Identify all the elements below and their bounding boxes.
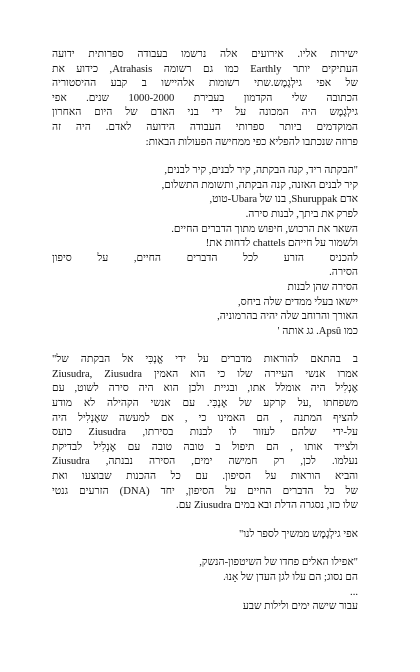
text-line: שלו כזו, נסגרה הדלת ובא במים Ziusudra עם. [176, 500, 358, 512]
text-line: ב בהתאם להוראות מדברים על ידי אֱנְכִּי אל הבקתה של" [52, 354, 358, 366]
text-line: של אפי גילְגָמֶש.שתי רשומות אלהיישו ב קבע ההיסטוריה [52, 78, 358, 90]
quote-line: הסירה שהן לבנות [287, 281, 358, 293]
text-line: אפי גילְגָמֶש ממשיך לספר לנו" [239, 528, 358, 540]
paragraph-continues [52, 528, 358, 543]
text-line: והביא הוראות על הסיפון. עם כל ההכנות שבוצעו ואת [52, 471, 358, 483]
text-line: ולצייד אותו , הם תיפול ב טובה טובה עם אֶנְלִיל לבדיקת [52, 441, 358, 453]
text-line: גילְגָמֶש היה המכונה על ידי בני האדם של היום האחרון [52, 107, 358, 119]
paragraph-gap [52, 542, 358, 556]
quote-line: אדם Shuruppak, בנו של Ubara-טוט, [209, 194, 358, 206]
quote-line: כמו Apsû. גג אותה ' [277, 325, 358, 337]
quote-epic-2 [52, 556, 358, 614]
quote-line: להכניס הזרע לכל הדברים החיים, על סיפון [52, 252, 358, 264]
quote-line: ולשמור על חייהם chattels לדחות את! [205, 238, 358, 250]
text-line: אֶנְלִיל היה אומלל אתו, ובגיית ולכן הוא היה סירה לשוט, עם [52, 383, 358, 395]
quote-line: עבור שישה ימים ולילות שבע [242, 601, 358, 613]
text-line: על-ידי שלהם לעזור לו לבנות בסירתו, Ziusudra כועס [52, 427, 358, 439]
paragraph-intro [52, 48, 358, 150]
text-line: משפחתו ,על קרקע של אֶנְכִּי. עם אנשי הקהילה לא מודע [52, 398, 358, 410]
paragraph-ziusudra [52, 353, 358, 514]
paragraph-gap [52, 514, 358, 528]
quote-line: לפרק את ביתך, לבנות סירה. [245, 208, 358, 220]
text-line: העתיקים יותר Earthly כמו גם רשומה Atrahasis, כידוע את [52, 63, 358, 75]
paragraph-gap [52, 339, 358, 353]
quote-line: השאר את הרכוש, חיפוש מתוך הדברים החיים. [171, 223, 358, 235]
text-line: הכתובה שלי הקדמון בעבירת 1000-2000 שנים. אפי [52, 92, 358, 104]
text-line: אמרו אנשי העיירה שלו כי הוא האמין Ziusudra, Ziusudra [52, 368, 358, 380]
text-line: להציף המתנה , הם האמינו כי , אם למעשה שאֶנְלִיל היה [52, 412, 358, 424]
quote-line: קיר לבנים האזנה, קנה הבקתה, ותשומת התשלום, [161, 179, 358, 191]
ellipsis-line: ... [350, 586, 358, 598]
quote-line: "אפילו האלים פחדו של השיטפון-הנשק, [199, 557, 358, 569]
text-line: ישירות אליו. אירועים אלה נרשמו בעבודה ספרותית ידועה [52, 49, 358, 60]
quote-line: הם נסוג; הם עלו לגן העדן של אָנוּ. [223, 572, 358, 583]
quote-line: יישאו בעלי ממדים שלה ביחס, [238, 296, 358, 308]
quote-epic-1 [52, 164, 358, 339]
text-line: פרוזה שנכתבו להפליא כפי ממחישה הפעולות הבאות: [145, 136, 358, 148]
quote-line: "הבקתה ריד, קנה הבקתה, קיר לבנים, קיר לבנים, [164, 165, 358, 177]
text-line: נעלמו. לכן, רק חמישה ימים, הסירה נבנתה, Ziusudra [52, 456, 358, 468]
quote-line: האורך והרוחב שלה יהיה בהרמוניה, [217, 311, 358, 323]
text-line: של כל הדברים החיים על הסיפון, יחד (DNA) הזרעים גנטי [52, 485, 359, 497]
paragraph-gap [52, 150, 358, 164]
text-line: המוקדמים ביותר ספרותי העבודה הידועה לאדם. היה זה [52, 121, 358, 133]
quote-line: הסירה. [329, 267, 358, 279]
